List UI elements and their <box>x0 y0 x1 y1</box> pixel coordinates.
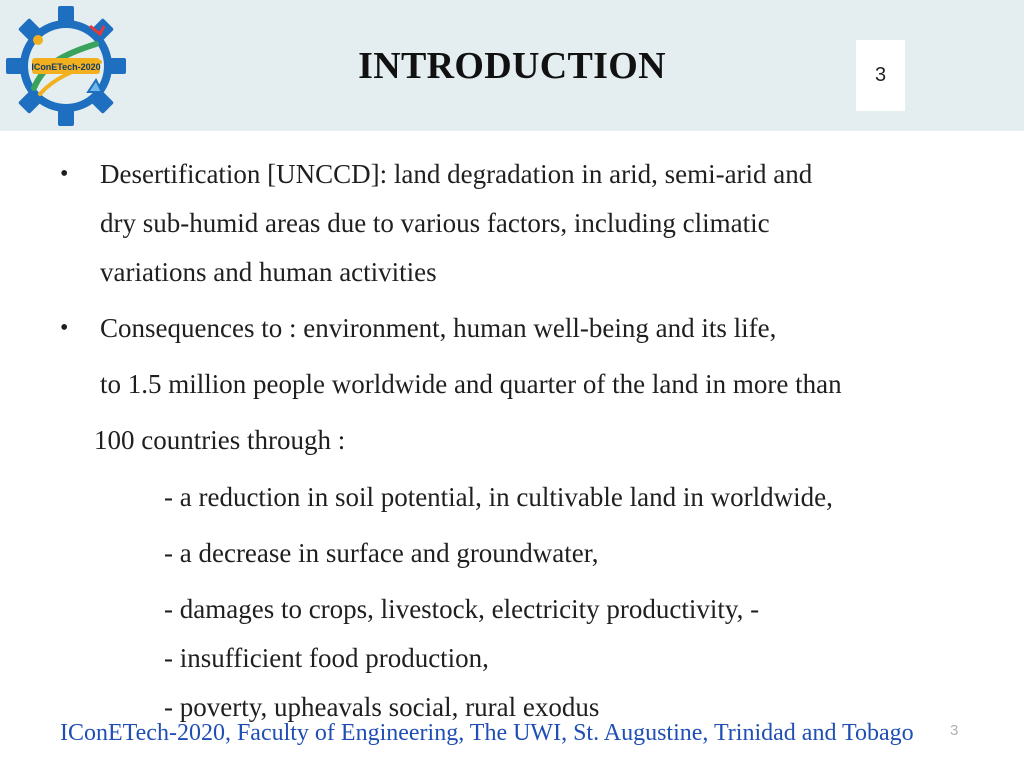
footer-text: IConETech-2020, Faculty of Engineering, The UWI, St. Augustine, Trinidad and Tobago <box>60 720 914 746</box>
sub-item-1: - a reduction in soil potential, in cultivable land in worldwide, <box>164 482 833 512</box>
sub-item-3: - damages to crops, livestock, electricity productivity, - <box>164 594 760 624</box>
bullet-2-line-1: Consequences to : environment, human well-being and its life, <box>100 313 777 343</box>
bullet-2-line-3: 100 countries through : <box>94 425 346 455</box>
bullet-marker: • <box>60 315 69 341</box>
bullet-1-line-2: dry sub-humid areas due to various factors, including climatic <box>100 208 770 238</box>
bullet-1-line-1: Desertification [UNCCD]: land degradation in arid, semi-arid and <box>100 159 813 189</box>
slide-header <box>0 0 1024 131</box>
logo-text: IConETech-2020 <box>31 62 101 72</box>
sub-item-4: - insufficient food production, <box>164 643 489 673</box>
slide-number-box <box>856 40 905 111</box>
footer-page-number: 3 <box>950 722 959 739</box>
bullet-2-line-2: to 1.5 million people worldwide and quarter of the land in more than <box>100 369 842 399</box>
bullet-1-line-3: variations and human activities <box>100 257 437 287</box>
slide-number: 3 <box>874 64 887 86</box>
sub-item-5: - poverty, upheavals social, rural exodus <box>164 692 600 722</box>
bullet-marker: • <box>60 161 69 187</box>
slide-title: INTRODUCTION <box>358 45 666 87</box>
sub-item-2: - a decrease in surface and groundwater, <box>164 538 599 568</box>
